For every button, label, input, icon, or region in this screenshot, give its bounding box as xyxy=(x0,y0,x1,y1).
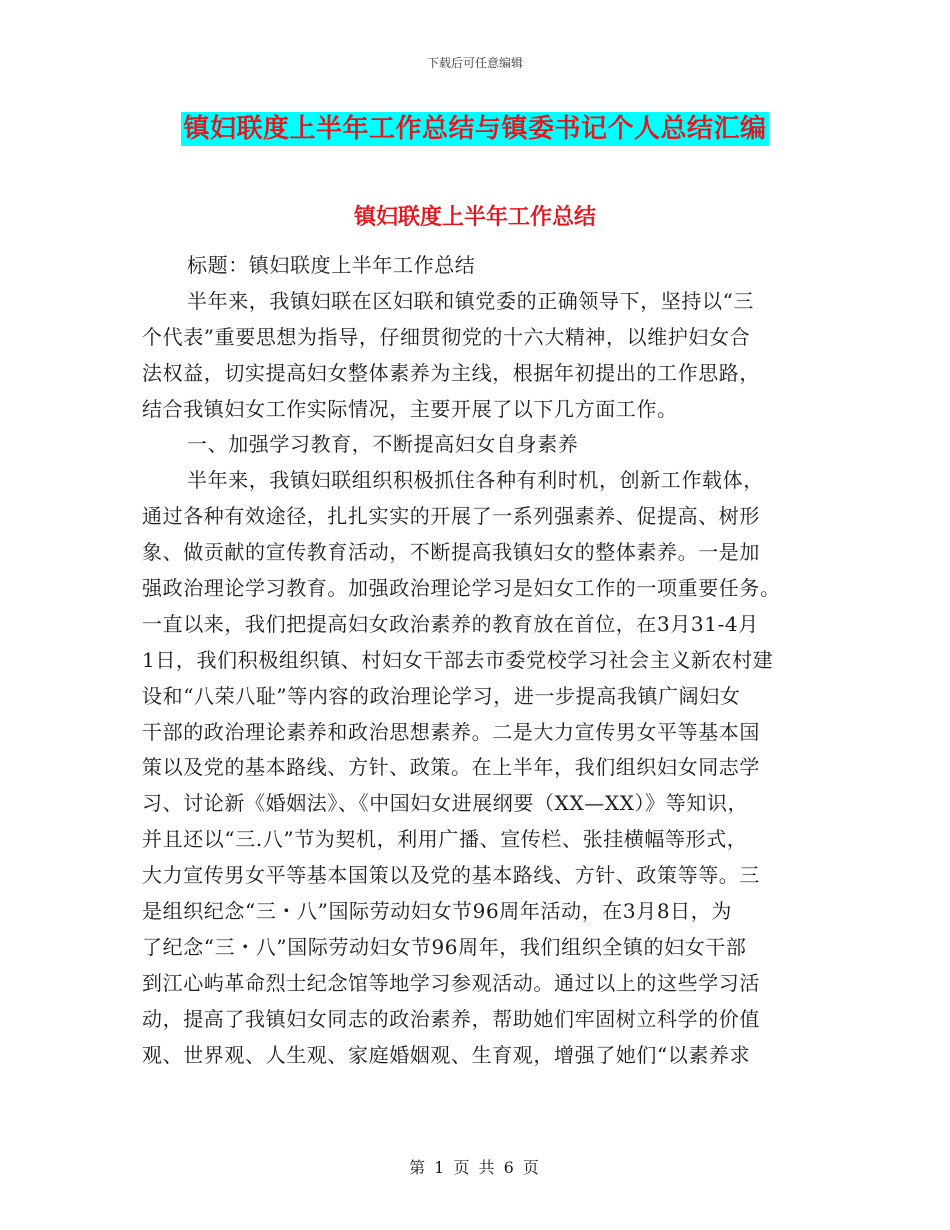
body-text xyxy=(142,248,810,1073)
body-line: 并且还以“三.八”节为契机，利用广播、宣传栏、张挂横幅等形式， xyxy=(142,827,748,852)
body-line: 是组织纪念“三・八”国际劳动妇女节96周年活动，在3月8日，为 xyxy=(142,899,732,924)
body-line: 动，提高了我镇妇女同志的政治素养，帮助她们牢固树立科学的价值 xyxy=(142,1006,760,1031)
body-line: 法权益，切实提高妇女整体素养为主线，根据年初提出的工作思路， xyxy=(142,360,760,385)
body-line: 1日，我们积极组织镇、村妇女干部去市委党校学习社会主义新农村建 xyxy=(142,647,774,672)
body-line: 通过各种有效途径，扎扎实实的开展了一系列强素养、促提高、树形 xyxy=(142,504,760,529)
main-title-container xyxy=(0,112,950,146)
section-title: 镇妇联度上半年工作总结 xyxy=(353,204,596,230)
section-heading-1: 一、加强学习教育，不断提高妇女自身素养 xyxy=(187,432,579,457)
body-line: 了纪念“三・八”国际劳动妇女节96周年，我们组织全镇的妇女干部 xyxy=(142,934,747,959)
body-line: 一直以来，我们把提高妇女政治素养的教育放在首位，在3月31-4月 xyxy=(142,611,759,636)
main-title: 镇妇联度上半年工作总结与镇委书记个人总结汇编 xyxy=(183,114,767,144)
page-number-footer: 第 1 页 共 6 页 xyxy=(409,1158,541,1177)
body-line: 观、世界观、人生观、家庭婚姻观、生育观，增强了她们“以素养求 xyxy=(142,1042,751,1067)
body-line: 策以及党的基本路线、方针、政策。在上半年，我们组织妇女同志学 xyxy=(142,755,760,780)
body-line: 半年来，我镇妇联组织积极抓住各种有利时机，创新工作载体， xyxy=(187,468,764,493)
body-line: 设和“八荣八耻”等内容的政治理论学习，进一步提高我镇广阔妇女 xyxy=(142,683,741,708)
body-line: 干部的政治理论素养和政治思想素养。二是大力宣传男女平等基本国 xyxy=(142,719,760,744)
body-line: 个代表”重要思想为指导，仔细贯彻党的十六大精神，以维护妇女合 xyxy=(142,324,751,349)
body-line: 半年来，我镇妇联在区妇联和镇党委的正确领导下，坚持以“三 xyxy=(187,288,755,313)
body-line: 象、做贡献的宣传教育活动，不断提高我镇妇女的整体素养。一是加 xyxy=(142,540,760,565)
body-line: 强政治理论学习教育。加强政治理论学习是妇女工作的一项重要任务。 xyxy=(142,576,781,601)
body-line-title: 标题：镇妇联度上半年工作总结 xyxy=(187,253,476,277)
body-line: 大力宣传男女平等基本国策以及党的基本路线、方针、政策等等。三 xyxy=(142,863,760,888)
body-line: 习、讨论新《婚姻法》、《中国妇女进展纲要（XX—XX）》等知识， xyxy=(142,791,749,816)
header-note: 下载后可任意编辑 xyxy=(426,56,523,70)
body-line: 结合我镇妇女工作实际情况，主要开展了以下几方面工作。 xyxy=(142,396,678,421)
body-line: 到江心屿革命烈士纪念馆等地学习参观活动。通过以上的这些学习活 xyxy=(142,970,760,995)
